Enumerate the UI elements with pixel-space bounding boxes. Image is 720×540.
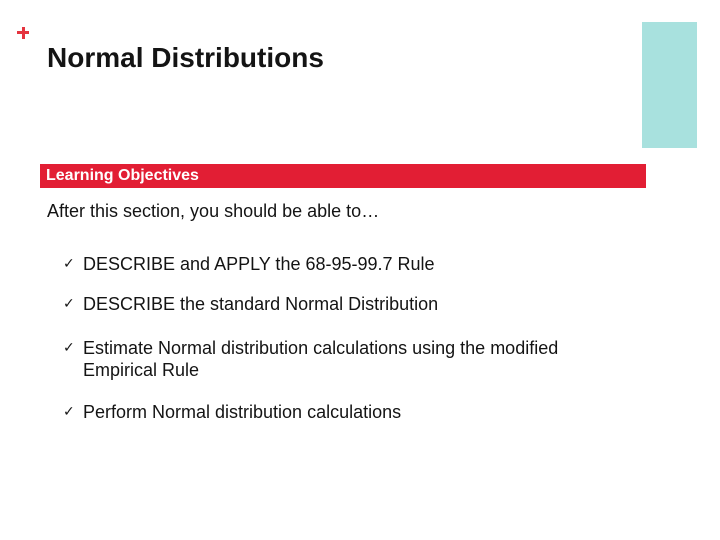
objective-text: DESCRIBE the standard Normal Distribution (83, 294, 439, 314)
learning-objectives-label: Learning Objectives (46, 167, 199, 184)
objective-item (63, 253, 623, 275)
checkmark-icon: ✓ (63, 256, 75, 272)
objective-item (63, 401, 623, 423)
objective-text: Estimate Normal distribution calculations using the modified Empirical Rule (83, 338, 559, 380)
teal-accent-block (642, 22, 697, 148)
plus-icon (14, 21, 38, 45)
objective-text: DESCRIBE and APPLY the 68-95-99.7 Rule (83, 254, 435, 274)
slide-title: Normal Distributions (47, 42, 324, 73)
checkmark-icon: ✓ (63, 296, 75, 312)
learning-objectives-bar (40, 164, 646, 188)
objective-text: Perform Normal distribution calculations (83, 402, 402, 422)
objective-item (63, 293, 623, 315)
intro-text: After this section, you should be able to… (47, 201, 380, 221)
checkmark-icon: ✓ (63, 404, 75, 420)
objective-item (63, 337, 623, 381)
checkmark-icon: ✓ (63, 340, 75, 356)
